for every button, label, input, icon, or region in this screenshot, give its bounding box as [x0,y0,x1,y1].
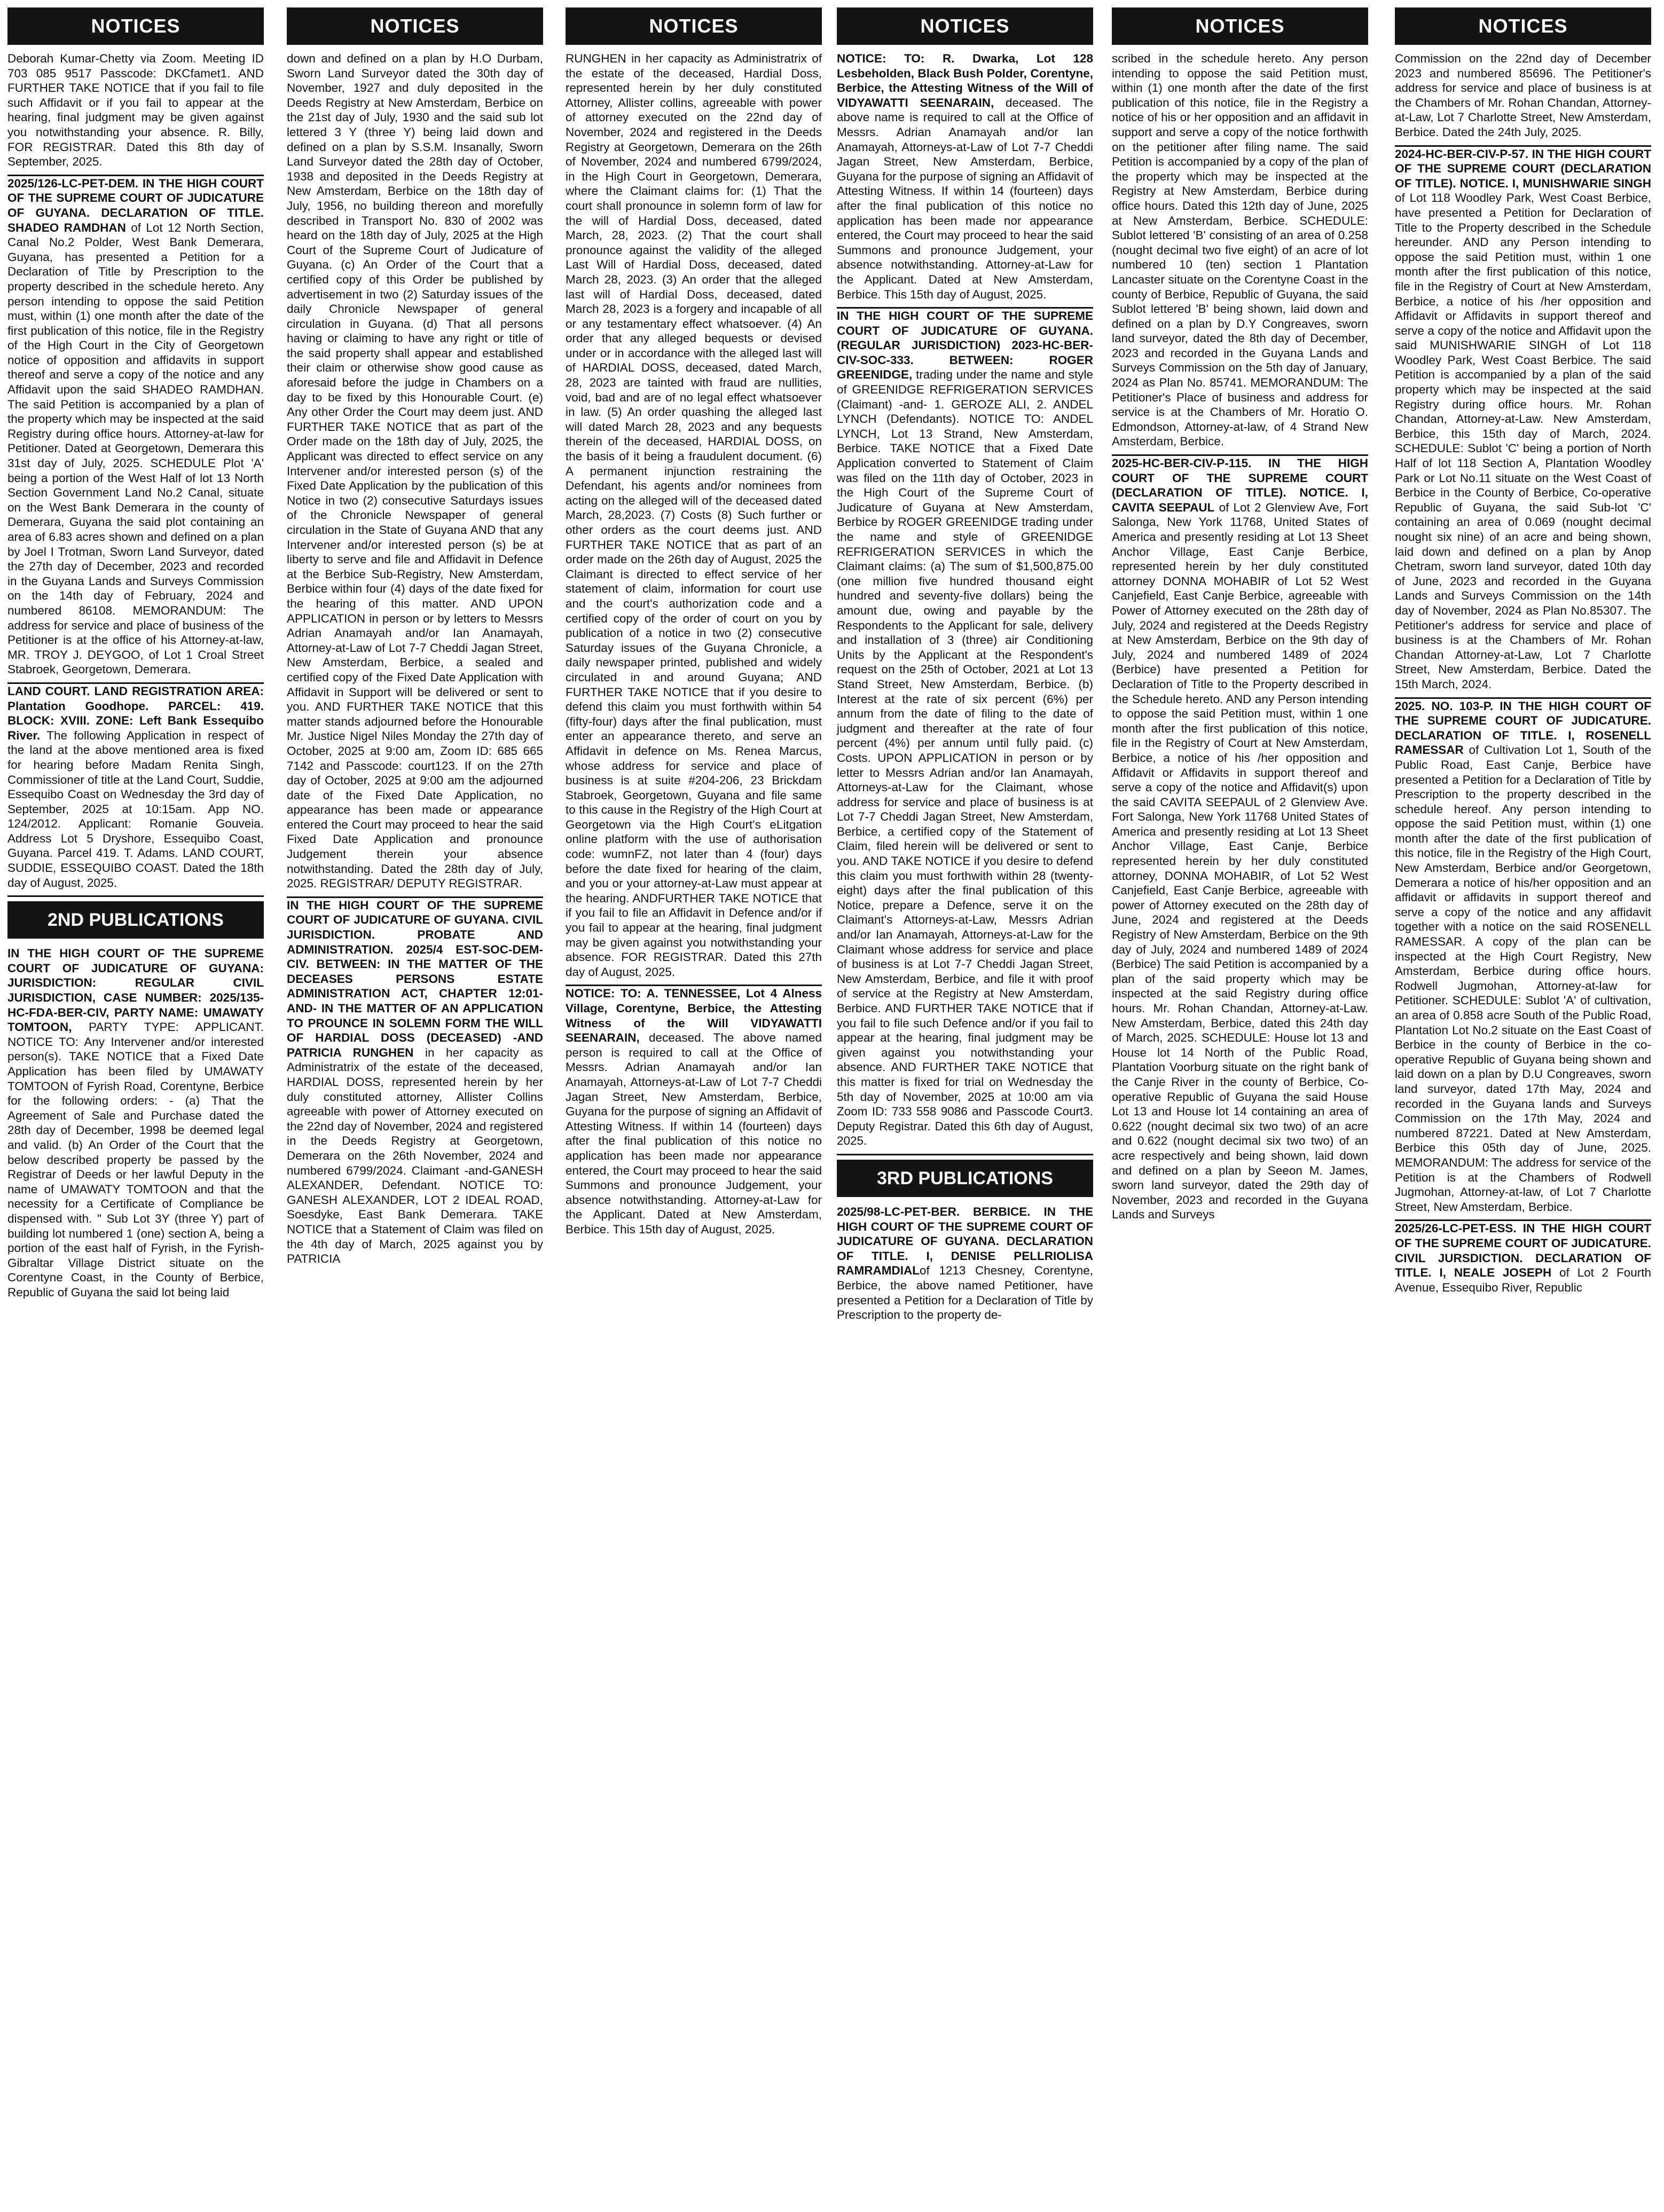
notice-heading: 2025/98-LC-PET-BER. BERBICE. IN THE HIGH COURT OF THE SUPREME COURT OF JUDICATURE OF GUYANA. DECLARATION OF TITLE. I, DENISE PELLRIOLISA RAMRAMDIAL [837,1205,1093,1278]
notices-column-1 [7,7,264,1305]
notice-heading: 2025/26-LC-PET-ESS. IN THE HIGH COURT OF THE SUPREME COURT OF JUDICATURE. CIVIL JURSDICTION. DECLARATION OF TITLE. I, NEALE JOSEPH [1395,1222,1651,1280]
legal-notice [837,51,1093,309]
column-header: NOTICES [1112,7,1368,45]
column-body [837,45,1093,1328]
notice-text: deceased. The above name is required to call at the Office of Messrs. Adrian Anamayah and/or Ian Anamayah, Attorneys-at-Law of Lot 7-7 Cheddi Jagan Street, New Amsterdam, Berbice, Guyana for the purpose of signing an Affidavit of Attesting Witness. If within 14 (fourteen) days after the final publication of this notice no application has been made nor appearance entered, the Court may proceed to hear the said Summons and pronounce Judgement, your absence notwithstanding. Attorney-at-Law for the Applicant. Dated at New Amsterdam, Berbice. This 15th day of August, 2025. [837,96,1093,301]
section-banner: 3RD PUBLICATIONS [837,1160,1093,1197]
column-body [7,45,264,1305]
notice-heading: IN THE HIGH COURT OF THE SUPREME COURT OF JUDICATURE OF GUYANA. CIVIL JURISDICTION. PROBATE AND ADMINISTRATION. 2025/4 EST-SOC-DEM-CIV. BETWEEN: IN THE MATTER OF THE DECEASES PERSONS ESTATE ADMINISTRATION ACT, CHAPTER 12:01-AND- IN THE MATTER OF AN APPLICATION TO PROUNCE IN SOLEMN FORM THE WILL OF HARDIAL DOSS (DECEASED) -AND PATRICIA RUNGHEN [287,898,543,1059]
notice-text: The following Application in respect of the land at the above mentioned area is fixed for hearing before Madam Renita Singh, Commissioner of title at the Land Court, Suddie, Essequibo Coast on Wednesday the 3rd day of September, 2025 at 10:15am. App NO. 124/2012. Applicant: Romanie Gouveia. Address Lot 5 Dryshore, Essequibo Coast, Guyana. Parcel 419. T. Adams. LAND COURT, SUDDIE, ESSEQUIBO COAST. Dated the 18th day of August, 2025. [7,728,264,889]
notices-column-6 [1395,7,1651,1300]
notice-heading: IN THE HIGH COURT OF THE SUPREME COURT OF JUDICATURE OF GUYANA. (REGULAR JURISDICTION) 2023-HC-BER-CIV-SOC-333. BETWEEN: ROGER GREENIDGE, [837,309,1093,382]
notice-heading: 2024-HC-BER-CIV-P-57. IN THE HIGH COURT OF THE SUPREME COURT (DECLARATION OF TITLE). NOTICE. I, MUNISHWARIE SINGH [1395,147,1651,190]
notice-text: down and defined on a plan by H.O Durbam, Sworn Land Surveyor dated the 30th day of November, 1927 and duly deposited in the Deeds Registry at New Amsterdam, Berbice on the 21st day of July, 1930 and the said sub lot lettered 3 Y (three Y) being laid down and defined on a plan by S.S.M. Insanally, Sworn Land Surveyor dated the 28th day of October, 1938 and deposited in the Deeds Registry at New Amsterdam, Berbice on the 18th day of July, 1956, no building thereon and morefully described in Transport No. 830 of 2002 was heard on the 18th day of July, 2025 at the High Court of the Supreme Court of Judicature of Guyana. (c) An Order of the Court that a certified copy of this Order be published by advertisement in two (2) Saturday issues of the daily Chronicle Newspaper of general circulation in Guyana. (d) That all persons having or claiming to have any right or title of the said property shall appear and established their claim or otherwise show good cause as aforesaid before the judge in Chambers on a day to be fixed by this Honourable Court. (e) Any other Order the Court may deem just. AND FURTHER TAKE NOTICE that as part of the Order made on the 18th day of July, 2025, the Applicant was directed to effect service on any Intervener and/or interested person (s) of the Fixed Date Application by the publication of this Notice in two (2) consecutive Saturdays issues of the Chronicle Newspaper of general circulation in the State of Guyana AND that any Intervener and/or interested person (s) be at liberty to serve and file and Affidavit in Defence at the Berbice Sub-Registry, New Amsterdam, Berbice within four (4) days of the date fixed for the hearing of this matter. AND UPON APPLICATION in person or by letters to Messrs Adrian Anamayah and/or Ian Anamayah, Attorney-at-Law of Lot 7-7 Cheddi Jagan Street, New Amsterdam, Berbice, a sealed and certified copy of the Fixed Date Application with Affidavit in Support will be delivered or sent to you. AND FURTHER TAKE NOTICE that this matter stands adjourned before the Honourable Mr. Justice Nigel Niles Monday the 27th day of October, 2025 at 9:00 am, Zoom ID: 685 665 7142 and Passcode: court123. If on the 27th day of October, 2025 at 9:00 am the adjourned date of the Fixed Date Application, no appearance has been made or appearance entered the Court may proceed to hear the said Fixed Date Application and pronounce Judgement therein your absence notwithstanding. Dated the 28th day of July, 2025. REGISTRAR/ DEPUTY REGISTRAR. [287,52,543,891]
notices-column-3 [566,7,822,1242]
notice-heading: IN THE HIGH COURT OF THE SUPREME COURT OF JUDICATURE OF GUYANA: JURISDICTION: REGULAR CIVIL JURISDICTION, CASE NUMBER: 2025/135-HC-FDA-BER-CIV, PARTY NAME: UMAWATY TOMTOON, [7,947,264,1034]
notice-text: of 1213 Chesney, Corentyne, Berbice, the above named Petitioner, have presented a Petition for a Declaration of Title by Prescription to the property de- [837,1264,1093,1322]
column-header: NOTICES [7,7,264,45]
legal-notice [1395,147,1651,699]
notice-text: RUNGHEN in her capacity as Administratrix of the estate of the deceased, Hardial Doss, represented herein by her duly constituted Attorney, Allister collins, agreeable with power of attorney executed on the 22nd day of November, 2024 and registered in the Deeds Registry at Georgetown, Demerara on the 26th of November, 2024 and numbered 6799/2024, in the High Court in Georgetown, Demerara, where the Claimant claims for: (1) That the court shall pronounce in solemn form of law for the will of Hardial Doss, deceased, dated March, 28, 2023. (2) That the court shall pronounce against the validity of the alleged Last Will of Hardial Doss, deceased, dated March 28, 2023. (3) An order that the alleged last will of Hardial Doss, deceased, dated March 28, 2023 is a forgery and incapable of all or any testamentary effect whatsoever. (4) An order that any alleged bequests or devised under or in accordance with the alleged last will of HARDIAL DOSS, deceased, dated March, 28, 2023 are tainted with fraud are nullities, void, bad and are of no legal effect whatsoever in law. (5) An order quashing the alleged last will dated March 28, 2023 and any bequests therein of the deceased, HARDIAL DOSS, on the basis of it being a fraudulent document. (6) A permanent injunction restraining the Defendant, his agents and/or nominees from acting on the alleged will of the deceased dated March, 28,2023. (7) Costs (8) Such further or other orders as the court deems just. AND FURTHER TAKE NOTICE that as part of an order made on the 26th day of August, 2025 the Claimant is directed to effect service of her statement of claim, information for court use and the court's authorization code and a certified copy of the order of court on you by publication of a notice in two (2) consecutive Saturday issues of the Guyana Chronicle, a daily newspaper printed, published and widely circulated in and around Guyana; AND FURTHER TAKE NOTICE that if you desire to defend this claim you must forthwith within 54 (fifty-four) days after the final publication, must enter an appearance thereto, and serve an Affidavit in defence on Ms. Renea Marcus, whose address for service and place of business is at suite #204-206, 23 Brickdam Stabroek, Georgetown, Guyana and file same to this cause in the Registry of the High Court at Georgetown via the High Court's eLitgation online platform with the use of authorisation code: wumnFZ, not later than 4 (four) days before the date fixed for hearing of the claim, and you or your attorney-at-Law must appear at the hearing. ANDFURTHER TAKE NOTICE that if you fail to file an Affidavit in Defence and/or if you fail to appear at the hearing, final judgment may be given against you notwithstanding your absence. FOR REGISTRAR. Dated this 27th day of August, 2025. [566,52,822,979]
legal-notice [566,986,822,1242]
notice-heading: 2025/126-LC-PET-DEM. IN THE HIGH COURT OF THE SUPREME COURT OF JUDICATURE OF GUYANA. DECLARATION OF TITLE. SHADEO RAMDHAN [7,176,264,234]
notice-text: of Cultivation Lot 1, South of the Public Road, East Canje, Berbice have presented a Petition for a Declaration of Title by Prescription to the property described in the schedule hereof. Any person intending to oppose the said Petition must, within (1) one month after the date of the first publication of this notice, file in the Registry of the High Court, New Amsterdam, Berbice and/or Georgetown, Demerara a notice of his/her opposition and an affidavit or affidavits in support thereof and serve a copy of the notice and any affidavit together with a notice on the said ROSENELL RAMESSAR. A copy of the plan can be inspected at the High Court Registry, New Amsterdam, Berbice during office hours. Rodwell Jugmohan, Attorney-at-law for Petitioner. SCHEDULE: Sublot 'A' of cultivation, an area of 0.858 acre South of the Public Road, Plantation Lot No.2 situate on the East Coast of Berbice in the county of Berbice in the co-operative Republic of Guyana being shown and laid down on a plan by D.U Congreaves, sworn land surveyor, dated 17th May, 2024 and recorded in the Guyana lands and Surveys Commission on the 17th May, 2024 and numbered 87221. Dated at New Amsterdam, Berbice this 05th day of June, 2025. MEMORANDUM: The address for service of the Petition is at the Chambers of Rodwell Jugmohan, Attorney-at-law, of Lot 7 Charlotte Street, New Amsterdam, Berbice. [1395,743,1651,1214]
notice-text: deceased. The above named person is required to call at the Office of Messrs. Adrian Anamayah and/or Ian Anamayah, Attorneys-at-Law of Lot 7-7 Cheddi Jagan Street, New Amsterdam, Berbice, Guyana for the purpose of signing an Affidavit of Attesting Witness. If within 14 (fourteen) days after the final publication of this notice no application has been made nor appearance entered, the Court may proceed to hear the said Summons and pronounce Judgement, your absence notwithstanding. Attorney-at-Law for the Applicant. Dated at New Amsterdam, Berbice. This 15th day of August, 2025. [566,1031,822,1236]
legal-notice [1112,456,1368,1227]
column-body [287,45,543,1272]
legal-notice [7,684,264,897]
column-header: NOTICES [837,7,1093,45]
notices-column-5 [1112,7,1368,1227]
notice-text: Commission on the 22nd day of December 2023 and numbered 85696. The Petitioner's address for service and place of business is at the Chambers of Mr. Rohan Chandan, Attorney-at-Law, Lot 7 Charlotte Street, New Amsterdam, Berbice. Dated the 24th July, 2025. [1395,52,1651,139]
notice-heading: 2025-HC-BER-CIV-P-115. IN THE HIGH COURT OF THE SUPREME COURT (DECLARATION OF TITLE). NOTICE. I, CAVITA SEEPAUL [1112,456,1368,514]
notice-heading: LAND COURT. LAND REGISTRATION AREA: Plantation Goodhope. PARCEL: 419. BLOCK: XVIII. ZONE: Left Bank Essequibo River. [7,684,264,742]
legal-notice [7,946,264,1305]
notices-column-2 [287,7,543,1272]
notice-text: in her capacity as Administratrix of the estate of the deceased, HARDIAL DOSS, represented herein by her duly constituted attorney, Allister Collins agreeable with power of Attorney executed on the 22nd day of November, 2024 and registered in the Deeds Registry at Georgetown, Demerara on the 26th November, 2024 and numbered 6799/2024. Claimant -and-GANESH ALEXANDER, Defendant. NOTICE TO: GANESH ALEXANDER, LOT 2 IDEAL ROAD, Soesdyke, East Bank Demerara. TAKE NOTICE that a Statement of Claim was filed on the 4th day of March, 2025 against you by PATRICIA [287,1045,544,1266]
notice-text: of Lot 12 North Section, Canal No.2 Polder, West Bank Demerara, Guyana, has presented a Petition for a Declaration of Title by Prescription to the property described in the schedule hereto. Any person intending to oppose the said Petition must, within (1) one month after the date of the first publication of this notice, file in the Registry of the High Court in the City of Georgetown notice of opposition and affidavits in support thereof and serve a copy of the notice and any Affidavit upon the said SHADEO RAMDHAN. The said Petition is accompanied by a plan of the property which may be inspected at the said Registry during office hours. Attorney-at-law for Petitioner. Dated at Georgetown, Demerara this 31st day of July, 2025. SCHEDULE Plot 'A' being a portion of the West Half of lot 13 North Section Government Land No.2 Canal, situate on the West Bank Demerara in the county of Demerara, Guyana the said plot containing an area of 6.83 acres shown and defined on a plan by Joel I Trotman, Sworn Land Surveyor, dated the 27th day of December, 2023 and recorded in the Guyana Lands and Surveys Commission on the 14th day of February, 2024 and numbered 86108. MEMORANDUM: The address for service and place of business of the Petitioner is at the office of his Attorney-at-law, MR. TROY J. DEYGOO, of Lot 1 Croal Street Stabroek, Georgetown, Demerara. [7,221,264,676]
legal-notice [1395,699,1651,1222]
column-body [1395,45,1651,1300]
notice-text: of Lot 2 Fourth Avenue, Essequibo River, Republic [1395,1266,1651,1294]
legal-notice [287,51,543,898]
column-body [1112,45,1368,1227]
legal-notice [1112,51,1368,456]
notice-heading: NOTICE: TO: A. TENNESSEE, Lot 4 Alness Village, Corentyne, Berbice, the Attesting Witness of the Will VIDYAWATTI SEENARAIN, [566,987,822,1045]
column-header: NOTICES [566,7,822,45]
legal-notice [1395,1221,1651,1300]
legal-notice [7,176,264,684]
legal-notice [566,51,822,986]
legal-notice [7,51,264,176]
page-top-border [0,0,1664,3]
notice-text: of Lot 118 Woodley Park, West Coast Berbice, have presented a Petition for Declaration of Title to the Property described in the Schedule hereunder. AND any Person intending to oppose the said Petition must, within 1 one month after the first publication of this notice, file in the Registry of Court at New Amsterdam, Berbice, a notice of his /her opposition and Affidavit or Affidavits in support thereof and serve a copy of the notice and Affidavit upon the said MUNISHWARIE SINGH of Lot 118 Woodley Park, West Coast Berbice. The said Petition is accompanied by a plan of the said property which may be inspected at the said Registry during office hours. Mr. Rohan Chandan, Attorney-at-Law. New Amsterdam, Berbice, this 15th day of March, 2024. SCHEDULE: Sublot 'C' being a portion of North Half of lot 118 Section A, Plantation Woodley Park or Lot No.11 situate on the West Coast of Berbice in the County of Berbice, Co-operative Republic of Guyana, the said Sub-lot 'C' containing an area of 0.069 (nought decimal nought six nine) of an acre and being shown, laid down and defined on a plan by Anop Chetram, sworn land surveyor, dated 10th day of June, 2023 and recorded in the Guyana Lands and Surveys Commission on the 14th day of November, 2024 as Plan No.85307. The Petitioner's address for service and place of business is at the Chambers of Mr. Rohan Chandan Attorney-at-Law, Lot 7 Charlotte Street, New Amsterdam, Berbice. Dated the 15th March, 2024. [1395,191,1651,691]
notice-text: scribed in the schedule hereto. Any person intending to oppose the said Petition must, within (1) one month after the date of the first publication of this notice, file in the Registry a notice of his or her opposition and an affidavit in support and serve a copy of the notice forthwith on the petitioner after filing name. The said Petition is accompanied by a copy of the plan of the property which may be inspected at the Registry at New Amsterdam, Berbice during office hours. Dated this 12th day of June, 2025 at New Amsterdam, Berbice. SCHEDULE: Sublot lettered 'B' consisting of an area of 0.258 (nought decimal two five eight) of an acre of lot numbered 10 (ten) section 1 Plantation Lancaster situate on the Corentyne Coast in the county of Berbice, Republic of Guyana, the said Sublot lettered 'B' being shown, laid down and defined on a plan by D.Y Congreaves, sworn land surveyor, dated the 8th day of December, 2023 and recorded in the Guyana Lands and Surveys Commission on the 5th day of January, 2024 as Plan No. 85741. MEMORANDUM: The Petitioner's Place of business and address for service is at the Chambers of Mr. Horatio O. Edmondson, Attorney-at-law, of 4 Strand New Amsterdam, Berbice. [1112,52,1368,448]
notice-text: of Lot 2 Glenview Ave, Fort Salonga, New York 11768, United States of America and presently residing at Lot 13 Sheet Anchor Village, East Canje Berbice, represented herein by her duly constituted attorney DONNA MOHABIR of Lot 52 West Canjefield, East Canje Berbice, agreeable with Power of Attorney executed on the 28th day of July, 2024 and registered at the Deeds Registry at New Amsterdam, Berbice on the 9th day of July, 2024 and numbered 1489 of 2024 (Berbice) have presented a Petition for Declaration of Title to the Property described in the Schedule hereto. AND any Person intending to oppose the said Petition must, within 1 one month after the first publication of this notice, file in the Registry of Court at New Amsterdam, Berbice, a notice of his /her opposition and Affidavit or Affidavits in support thereof and serve a copy of the notice and Affidavit(s) upon the said CAVITA SEEPAUL of 2 Glenview Ave. Fort Salonga, New York 11768 United States of America and presently residing at Lot 13 Sheet Anchor Village, East Canje, Berbice represented herein by her duly constituted attorney, DONNA MOHABIR, of Lot 52 West Canjefield, East Canje Berbice, agreeable with power of Attorney executed on the 28th day of June, 2024 and registered at the Deeds Registry of New Amsterdam, Berbice on the 9th day of July, 2024 and numbered 1489 of 2024 (Berbice) The said Petition is accompanied by a plan of the said property which may be inspected at the said Registry during office hours. Mr. Rohan Chandan, Attorney-at-Law. New Amsterdam, Berbice, dated this 24th day of March, 2025. SCHEDULE: House lot 13 and House lot 14 North of the Public Road, Plantation Voorburg situate on the right bank of the Canje River in the county of Berbice, Co-operative Republic of Guyana the said House Lot 13 and House lot 14 containing an area of 0.622 (nought decimal six two two) of an acre and 0.622 (nought decimal six two two) of an acre respectively and being shown, laid down and defined on a plan by Seeon M. James, sworn land surveyor, dated the 29th day of November, 2023 and recorded in the Guyana Lands and Surveys [1112,500,1368,1222]
notice-text: Deborah Kumar-Chetty via Zoom. Meeting ID 703 085 9517 Passcode: DKCfamet1. AND FURTHER TAKE NOTICE that if you fail to file such Affidavit or if you fail to appear at the hearing, final judgment may be given against you notwithstanding your absence. R. Billy, FOR REGISTRAR. Dated this 8th day of September, 2025. [7,52,264,169]
notice-text: trading under the name and style of GREENIDGE REFRIGERATION SERVICES (Claimant) -and- 1. GEROZE ALI, 2. ANDEL LYNCH (Defendants). NOTICE TO: ANDEL LYNCH, Lot 13 Strand, New Amsterdam, Berbice. TAKE NOTICE that a Fixed Date Application converted to Statement of Claim was filed on the 11th day of October, 2023 in the High Court of the Supreme Court of Judicature of Guyana at New Amsterdam, Berbice by ROGER GREENIDGE trading under the name and style of GREENIDGE REFRIGERATION SERVICES in which the Claimant claims: (a) The sum of $1,500,875.00 (one million five hundred thousand eight hundred and seventy-five dollars) being the amount due, owing and payable by the Respondents to the Applicant for sale, delivery and installation of 3 (three) air Conditioning Units by the Applicant at the Respondent's request on the 25th of October, 2021 at Lot 13 Stand Street, New Amsterdam, Berbice. (b) Interest at the rate of six percent (6%) per annum from the date of filing to the date of judgment and thereafter at the rate of four percent (4%) per annum until fully paid. (c) Costs. UPON APPLICATION in person or by letter to Messrs Adrian and/or Ian Anamayah, Attorneys-at-Law for the Claimant, whose address for service and place of business is at Lot 7-7 Cheddi Jagan Street, New Amsterdam, Berbice, a certified copy of the Statement of Claim, filed herein will be delivered or sent to you. AND TAKE NOTICE if you desire to defend this claim you must forthwith within 28 (twenty-eight) days after the final publication of this Notice, prepare a Defence, serve it on the Claimant's Attorneys-at-Law, Messrs Adrian and/or Ian Anamayah, Attorneys-at-Law for the Claimant whose address for service and place of business is at Lot 7-7 Cheddi Jagan Street, New Amsterdam, Berbice, and file it with proof of service at the Registry at New Amsterdam, Berbice. AND FURTHER TAKE NOTICE that if you fail to file such Defence and/or if you fail to appear at the hearing, final judgment may be given against you notwithstanding your absence. AND FURTHER TAKE NOTICE that this matter is fixed for trial on Wednesday the 5th day of November, 2025 at 10:00 am via Zoom ID: 733 558 9086 and Passcode Court3. Deputy Registrar. Dated this 6th day of August, 2025. [837,368,1093,1148]
notice-heading: 2025. NO. 103-P. IN THE HIGH COURT OF THE SUPREME COURT OF JUDICATURE. DECLARATION OF TITLE. I, ROSENELL RAMESSAR [1395,699,1651,757]
legal-notice [837,1205,1093,1328]
notices-column-4 [837,7,1093,1328]
legal-notice [1395,51,1651,147]
column-header: NOTICES [287,7,543,45]
notice-heading: NOTICE: TO: R. Dwarka, Lot 128 Lesbeholden, Black Bush Polder, Corentyne, Berbice, the Attesting Witness of the Will of VIDYAWATTI SEENARAIN, [837,52,1093,109]
legal-notice [287,898,543,1272]
section-banner: 2ND PUBLICATIONS [7,901,264,939]
legal-notice [837,309,1093,1155]
notice-text: PARTY TYPE: APPLICANT. NOTICE TO: Any Intervener and/or interested person(s). TAKE NOTICE that a Fixed Date Application has been filed by UMAWATY TOMTOON of Fyrish Road, Corentyne, Berbice for the following orders: - (a) That the Agreement of Sale and Purchase dated the 28th day of December, 1998 be deemed legal and valid. (b) An Order of the Court that the below described property be passed by the Registrar of Deeds or her lawful Deputy in the name of UMAWATY TOMTOON and that the necessity for a Certificate of Compliance be dispensed with. " Sub Lot 3Y (three Y) part of building lot numbered 1 (one) section A, being a portion of the east half of Fyrish, in the Fyrish-Gibraltar Village District situate on the Corentyne Coast, in the County of Berbice, Republic of Guyana the said lot being laid [7,1020,264,1299]
column-body [566,45,822,1242]
column-header: NOTICES [1395,7,1651,45]
